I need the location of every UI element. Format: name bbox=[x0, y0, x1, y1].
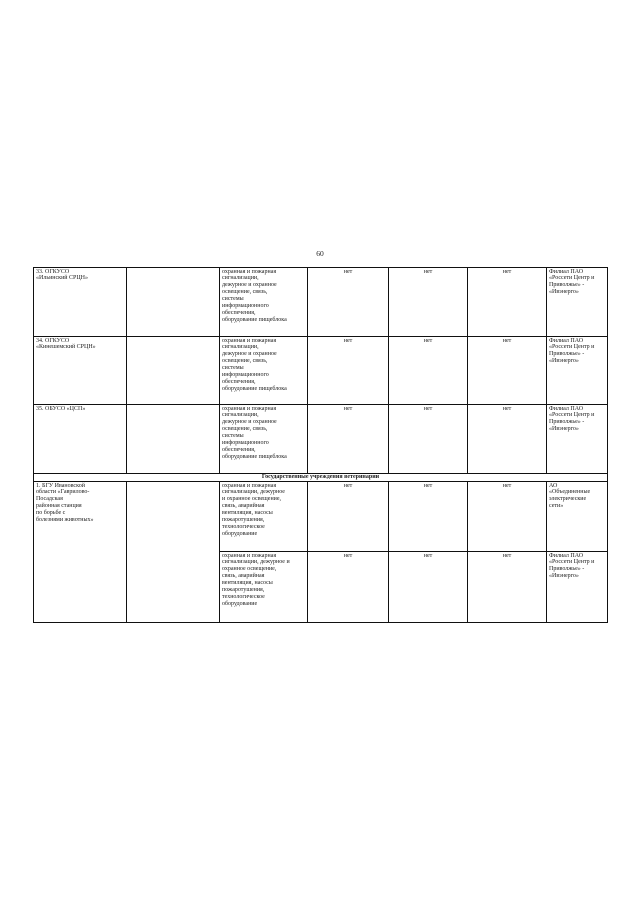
value-cell: нет bbox=[389, 337, 468, 405]
facility-name-cell: 33. ОГКУСО «Ильинский СРЦН» bbox=[34, 268, 127, 337]
systems-cell: охранная и пожарная сигнализации, дежурное и охранное освещение, связь, системы информационного обеспечения, оборудование пищеблока bbox=[220, 337, 308, 405]
facility-name-cell: 35. ОБУСО «ЦСП» bbox=[34, 405, 127, 474]
supplier-cell: Филиал ПАО «Россети Центр и Приволжье» - «Ивэнерго» bbox=[547, 268, 608, 337]
empty-cell bbox=[127, 405, 220, 474]
value-cell: нет bbox=[308, 552, 389, 623]
systems-cell: охранная и пожарная сигнализации, дежурное и охранное освещение, связь, системы информационного обеспечения, оборудование пищеблока bbox=[220, 405, 308, 474]
facility-name-cell: 34. ОГКУСО «Кинешемский СРЦН» bbox=[34, 337, 127, 405]
facility-name-cell: 1. БГУ Ивановской области «Гаврилово- Посадская районная станция по борьбе с болезнями животных» bbox=[34, 482, 127, 623]
table-row bbox=[34, 405, 608, 474]
supplier-cell: Филиал ПАО «Россети Центр и Приволжье» - «Ивэнерго» bbox=[547, 405, 608, 474]
value-cell: нет bbox=[389, 482, 468, 552]
empty-cell bbox=[127, 337, 220, 405]
value-cell: нет bbox=[468, 268, 547, 337]
systems-cell: охранная и пожарная сигнализации, дежурное и охранное освещение, связь, системы информационного обеспечения, оборудование пищеблока bbox=[220, 268, 308, 337]
value-cell: нет bbox=[468, 482, 547, 552]
value-cell: нет bbox=[389, 268, 468, 337]
systems-cell: охранная и пожарная сигнализации, дежурное и охранное освещение, связь, аварийная вентиляция, насосы пожаротушения, технологическое оборудование bbox=[220, 552, 308, 623]
supplier-cell: АО «Объединенные электрические сети» bbox=[547, 482, 608, 552]
empty-cell bbox=[127, 482, 220, 623]
value-cell: нет bbox=[308, 337, 389, 405]
empty-cell bbox=[127, 268, 220, 337]
systems-cell: охранная и пожарная сигнализации, дежурное и охранное освещение, связь, аварийная вентиляция, насосы пожаротушения, технологическое оборудование bbox=[220, 482, 308, 552]
table-row bbox=[34, 337, 608, 405]
value-cell: нет bbox=[389, 552, 468, 623]
section-title: Государственные учреждения ветеринарии bbox=[34, 474, 608, 482]
value-cell: нет bbox=[468, 337, 547, 405]
value-cell: нет bbox=[308, 405, 389, 474]
page-number: 60 bbox=[316, 249, 324, 258]
value-cell: нет bbox=[468, 405, 547, 474]
value-cell: нет bbox=[308, 268, 389, 337]
table-row bbox=[34, 482, 608, 552]
value-cell: нет bbox=[468, 552, 547, 623]
table-row bbox=[34, 268, 608, 337]
section-row bbox=[34, 474, 608, 482]
supplier-cell: Филиал ПАО «Россети Центр и Приволжье» - «Ивэнерго» bbox=[547, 337, 608, 405]
facilities-table bbox=[33, 267, 608, 623]
value-cell: нет bbox=[389, 405, 468, 474]
supplier-cell: Филиал ПАО «Россети Центр и Приволжье» - «Ивэнерго» bbox=[547, 552, 608, 623]
value-cell: нет bbox=[308, 482, 389, 552]
